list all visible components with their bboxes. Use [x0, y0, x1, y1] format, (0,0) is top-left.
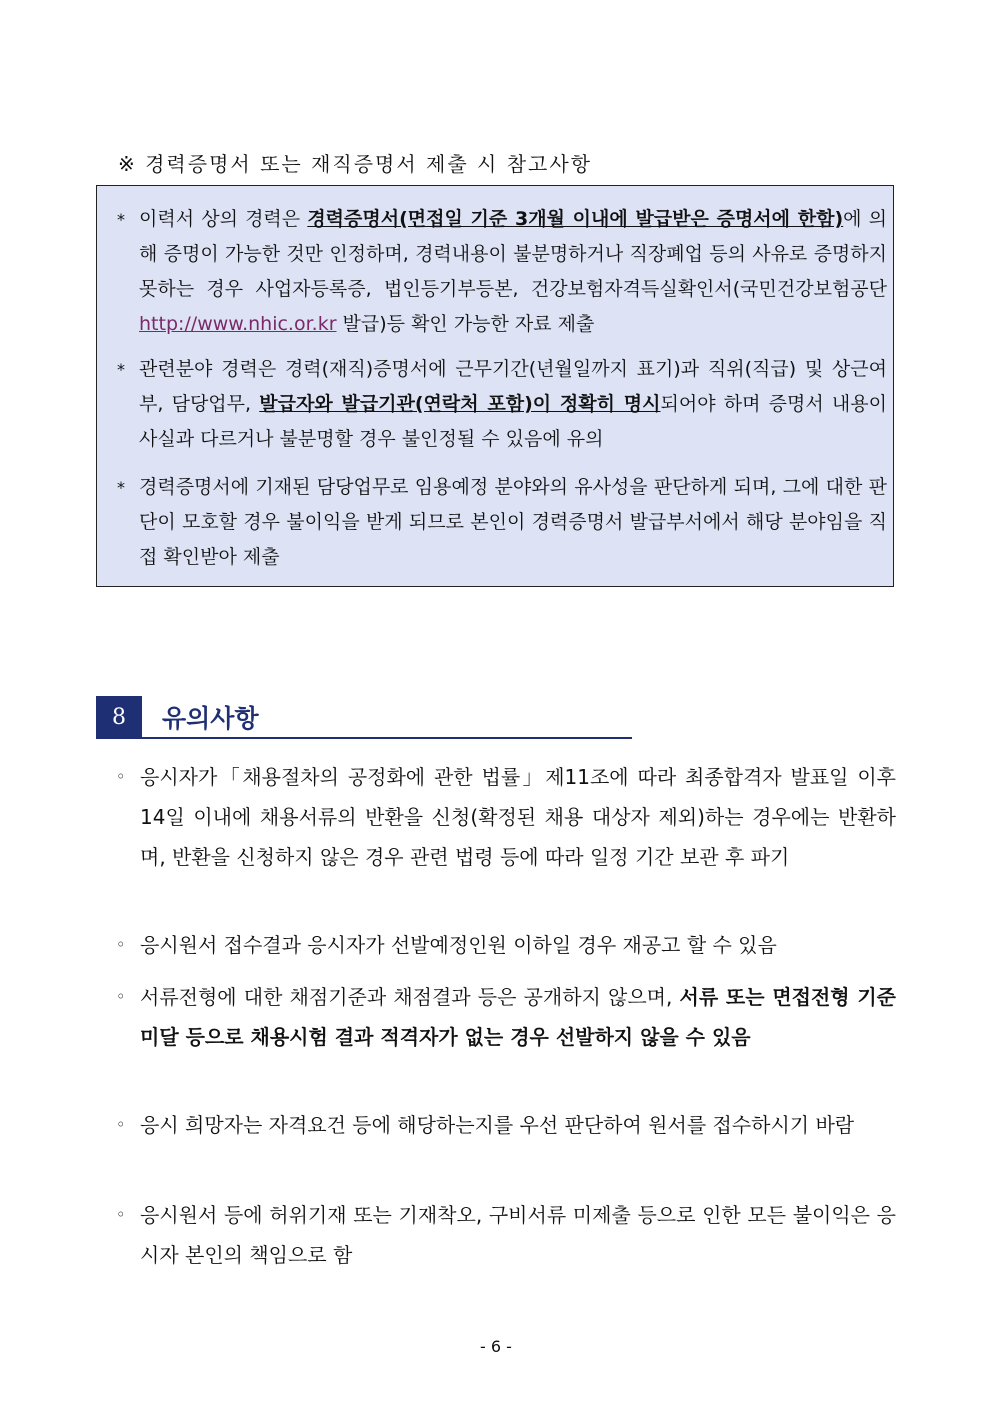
section-underline: [96, 737, 632, 739]
note-emphasis: 경력증명서(면접일 기준 3개월 이내에 발급받은 증명서에 한함): [307, 208, 844, 230]
section-number: 8: [96, 696, 142, 739]
circle-bullet: ◦: [116, 987, 126, 1006]
asterisk-bullet: *: [117, 360, 125, 379]
page-number: - 6 -: [480, 1337, 512, 1356]
section-title: 유의사항: [162, 704, 259, 733]
note-emphasis: 발급자와 발급기관(연락처 포함)이 정확히 명시: [259, 393, 661, 415]
note-item: [117, 352, 887, 457]
note-item: [117, 470, 887, 575]
note-text: 에 의해 증명이 가능한 것만 인정하며, 경력내용이 불분명하거나 직장폐업 등의 사유로 증명하지 못하는 경우 사업자등록증, 법인등기부등본, 건강보험자격득실확인서(국민건강보험공단: [139, 208, 888, 300]
circle-bullet: ◦: [116, 1205, 126, 1224]
note-text: 관련분야 경력은 경력(재직)증명서에 근무기간(년월일까지 표기)과 직위(직급) 및 상근여부, 담당업무,: [139, 358, 887, 415]
note-text: 경력증명서에 기재된 담당업무로 임용예정 분야와의 유사성을 판단하게 되며, 그에 대한 판단이 모호할 경우 불이익을 받게 되므로 본인이 경력증명서 발급부서에서 해당 분야임을 직접 확인받아 제출: [139, 476, 887, 568]
reference-notes-title: ※ 경력증명서 또는 재직증명서 제출 시 참고사항: [118, 152, 592, 176]
notice-item: [116, 1105, 896, 1145]
notice-item: [116, 1195, 896, 1275]
reference-notes-box: [96, 185, 894, 587]
note-text: 이력서 상의 경력은: [139, 208, 308, 230]
section-header: [96, 696, 632, 739]
circle-bullet: ◦: [116, 767, 126, 786]
notice-text: 응시원서 등에 허위기재 또는 기재착오, 구비서류 미제출 등으로 인한 모든 불이익은 응시자 본인의 책임으로 함: [140, 1203, 896, 1267]
nhic-link[interactable]: http://www.nhic.or.kr: [139, 313, 337, 335]
notice-emphasis: 서류 또는 면접전형 기준 미달 등으로 채용시험 결과 적격자가 없는 경우 선발하지 않을 수 있음: [140, 985, 897, 1049]
circle-bullet: ◦: [116, 935, 126, 954]
asterisk-bullet: *: [117, 210, 125, 229]
asterisk-bullet: *: [117, 478, 125, 497]
notice-text: 서류전형에 대한 채점기준과 채점결과 등은 공개하지 않으며,: [140, 985, 680, 1009]
circle-bullet: ◦: [116, 1115, 126, 1134]
note-item: [117, 202, 887, 342]
notice-text: 응시원서 접수결과 응시자가 선발예정인원 이하일 경우 재공고 할 수 있음: [140, 933, 777, 957]
note-text: 되어야 하며 증명서 내용이 사실과 다르거나 불분명할 경우 불인정될 수 있음에 유의: [139, 393, 887, 450]
notice-text: 응시자가「채용절차의 공정화에 관한 법률」제11조에 따라 최종합격자 발표일 이후 14일 이내에 채용서류의 반환을 신청(확정된 채용 대상자 제외)하는 경우에는 반환하며, 반환을 신청하지 않은 경우 관련 법령 등에 따라 일정 기간 보관 후 파기: [140, 765, 896, 869]
notice-item: [116, 925, 896, 965]
notice-text: 응시 희망자는 자격요건 등에 해당하는지를 우선 판단하여 원서를 접수하시기 바람: [140, 1113, 855, 1137]
note-text: 발급)등 확인 가능한 자료 제출: [336, 313, 595, 335]
notice-item: [116, 977, 896, 1057]
notice-item: [116, 757, 896, 877]
